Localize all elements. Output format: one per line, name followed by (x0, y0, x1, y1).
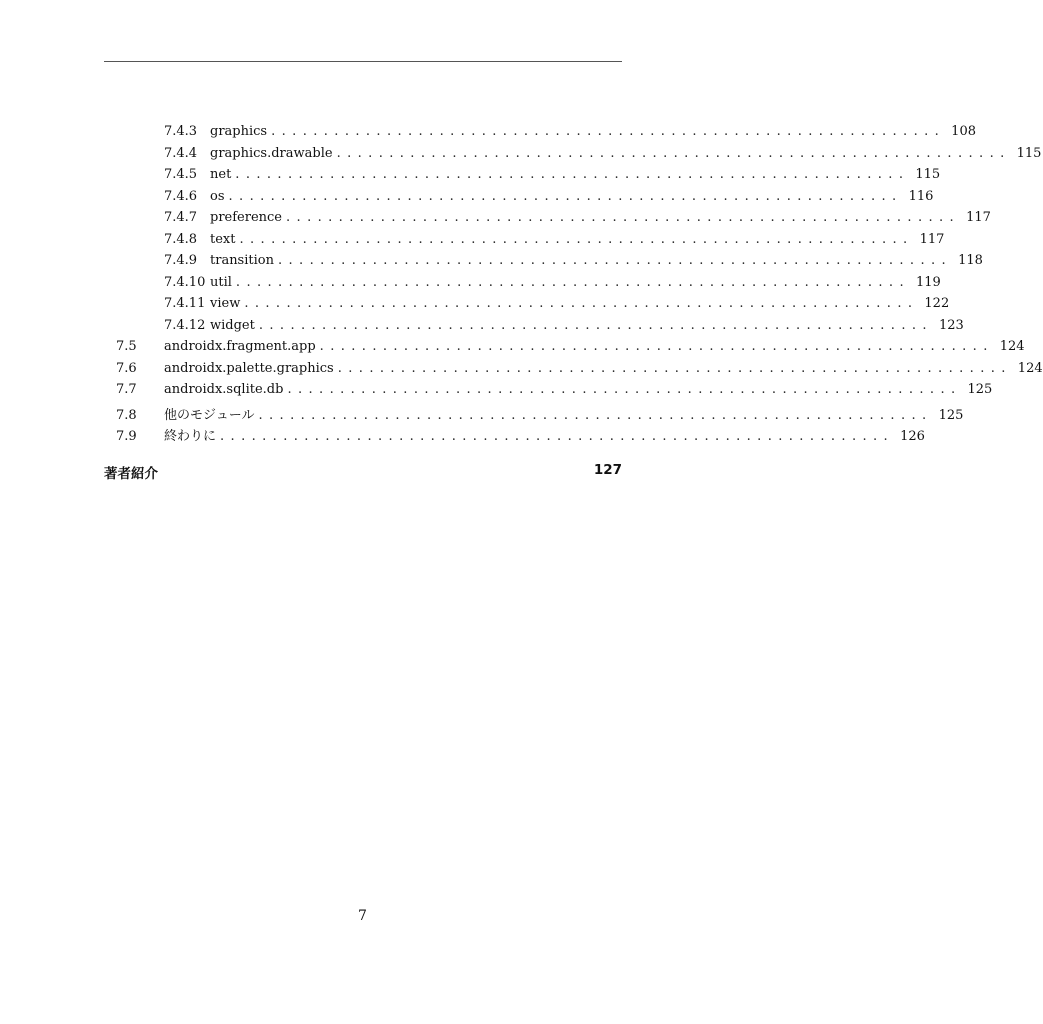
toc-entry[interactable] (104, 253, 983, 275)
toc-entry-title: 他のモジュール (164, 407, 255, 423)
dot-leader: ................................................................ (277, 253, 953, 268)
toc-entry[interactable] (104, 317, 964, 340)
toc-entry-title: 終わりに (164, 429, 217, 444)
toc-entry-number: 7.4.11 (164, 296, 206, 311)
toc-entry[interactable] (104, 167, 941, 189)
dot-leader: ................................................................ (244, 296, 919, 311)
dot-leader: ................................................................ (220, 429, 895, 444)
toc-entry-page: 125 (938, 407, 964, 423)
toc-entry-page: 125 (967, 382, 993, 397)
dot-leader: ................................................................ (258, 317, 933, 333)
dot-leader: ................................................................ (319, 339, 994, 354)
dot-leader: ................................................................ (235, 167, 910, 182)
dot-leader: ................................................................ (336, 145, 1011, 161)
toc-entry-number: 7.4.7 (164, 210, 198, 225)
toc-entry[interactable] (104, 210, 991, 232)
toc-entry-page: 108 (951, 124, 976, 139)
toc-entry-page: 122 (924, 296, 950, 311)
toc-entry-title: androidx.fragment.app (164, 339, 316, 354)
toc-entry-title: util (210, 274, 232, 290)
dot-leader: ................................................................ (239, 231, 914, 247)
toc-entry[interactable] (104, 339, 1025, 361)
toc-entry-title: widget (210, 317, 255, 333)
toc-entry[interactable] (104, 425, 925, 447)
toc-entry[interactable] (104, 360, 1043, 383)
toc-entry-title: os (210, 188, 225, 204)
table-of-contents (104, 124, 1043, 447)
toc-entry[interactable] (104, 188, 934, 211)
toc-entry[interactable] (104, 145, 1042, 168)
dot-leader: ................................................................ (271, 124, 946, 139)
toc-entry-number: 7.4.9 (164, 253, 198, 268)
chapter-page: 127 (593, 462, 622, 478)
toc-entry-page: 117 (966, 210, 991, 225)
toc-entry-title: net (210, 167, 232, 182)
toc-entry-page: 124 (999, 339, 1025, 354)
toc-entry-number: 7.4.10 (164, 274, 206, 290)
toc-entry-page: 118 (958, 253, 983, 268)
toc-entry-number: 7.4.6 (164, 188, 198, 204)
toc-chapter-entry[interactable] (104, 462, 622, 482)
dot-leader: ................................................................ (228, 188, 903, 204)
toc-entry-page: 115 (1016, 145, 1042, 161)
toc-entry-page: 126 (900, 429, 925, 444)
toc-entry-number: 7.7 (116, 382, 137, 397)
toc-entry-number: 7.9 (116, 429, 137, 444)
toc-entry-page: 124 (1017, 360, 1043, 376)
toc-entry[interactable] (104, 124, 976, 146)
toc-entry[interactable] (104, 231, 945, 254)
toc-entry-number: 7.5 (116, 339, 137, 354)
toc-entry-number: 7.4.4 (164, 145, 198, 161)
toc-entry-number: 7.4.3 (164, 124, 198, 139)
header-rule (104, 61, 622, 62)
dot-leader: ................................................................ (235, 274, 910, 290)
dot-leader: ................................................................ (258, 407, 933, 423)
dot-leader: ................................................................ (337, 360, 1012, 376)
dot-leader: ................................................................ (287, 382, 962, 397)
toc-entry-page: 116 (908, 188, 934, 204)
toc-entry-title: preference (210, 210, 282, 225)
toc-entry-title: view (210, 296, 241, 311)
page-number: 7 (358, 908, 367, 924)
toc-entry-number: 7.4.5 (164, 167, 198, 182)
toc-entry-number: 7.8 (116, 407, 137, 423)
toc-entry-page: 119 (916, 274, 941, 290)
toc-entry-page: 117 (919, 231, 945, 247)
toc-entry-title: graphics.drawable (210, 145, 333, 161)
toc-entry-title: graphics (210, 124, 268, 139)
toc-entry-title: androidx.sqlite.db (164, 382, 284, 397)
toc-entry-number: 7.4.8 (164, 231, 198, 247)
chapter-title: 著者紹介 (104, 466, 158, 482)
toc-entry-title: transition (210, 253, 274, 268)
toc-entry-page: 123 (938, 317, 964, 333)
toc-entry[interactable] (104, 382, 993, 404)
toc-entry-page: 115 (915, 167, 941, 182)
toc-entry-number: 7.4.12 (164, 317, 206, 333)
toc-entry-title: text (210, 231, 236, 247)
toc-entry[interactable] (104, 404, 964, 426)
toc-entry-title: androidx.palette.graphics (164, 360, 334, 376)
dot-leader: ................................................................ (286, 210, 961, 225)
toc-entry[interactable] (104, 296, 950, 318)
toc-entry[interactable] (104, 274, 941, 297)
toc-entry-number: 7.6 (116, 360, 137, 376)
